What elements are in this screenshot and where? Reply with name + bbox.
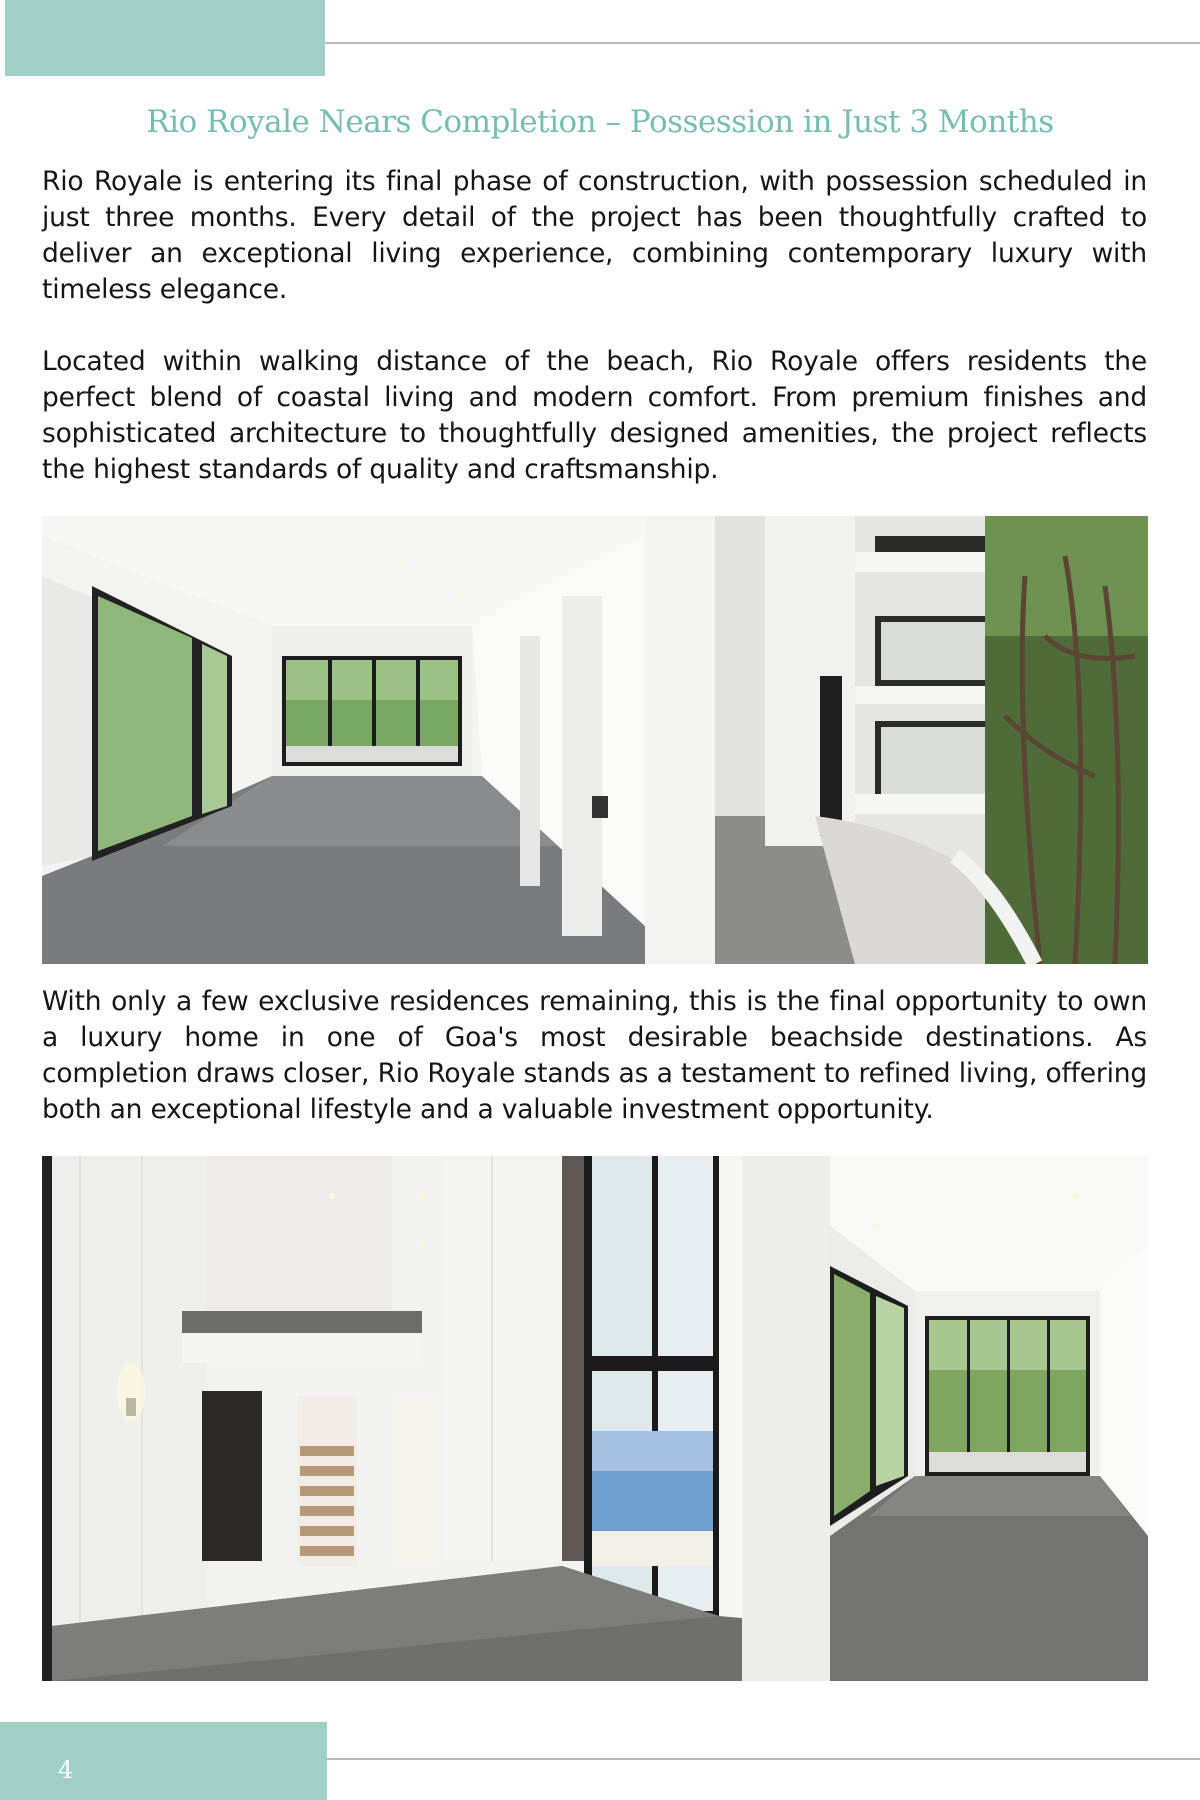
header-rule — [325, 42, 1200, 44]
paragraph-location: Located within walking distance of the beach, Rio Royale offers residents the perfect blend of coastal living and modern comfort. From premium finishes and sophisticated architecture to thoughtfully designed amenities, the project reflects the highest standards of quality and craftsmanship. — [42, 346, 1147, 485]
paragraph-intro: Rio Royale is entering its final phase of construction, with possession scheduled in just three months. Every detail of the project has been thoughtfully crafted to deliver an exceptional living experience, combining contemporary luxury with timeless elegance. — [42, 166, 1147, 305]
footer-rule — [327, 1758, 1200, 1760]
page-number: 4 — [58, 1756, 74, 1784]
footer-accent-block — [0, 1722, 327, 1800]
photo-exterior-balconies — [645, 516, 1148, 964]
paragraph-closing: With only a few exclusive residences remaining, this is the final opportunity to own a luxury home in one of Goa's most desirable beachside destinations. As completion draws closer, Rio Royale stands as a testament to refined living, offering both an exceptional lifestyle and a valuable investment opportunity. — [42, 986, 1147, 1125]
header-accent-block — [5, 0, 325, 76]
photo-living-room — [42, 516, 645, 964]
photo-bedroom — [830, 1156, 1148, 1681]
photo-double-height-interior — [42, 1156, 830, 1681]
page-title: Rio Royale Nears Completion – Possession in Just 3 Months — [146, 104, 1054, 140]
